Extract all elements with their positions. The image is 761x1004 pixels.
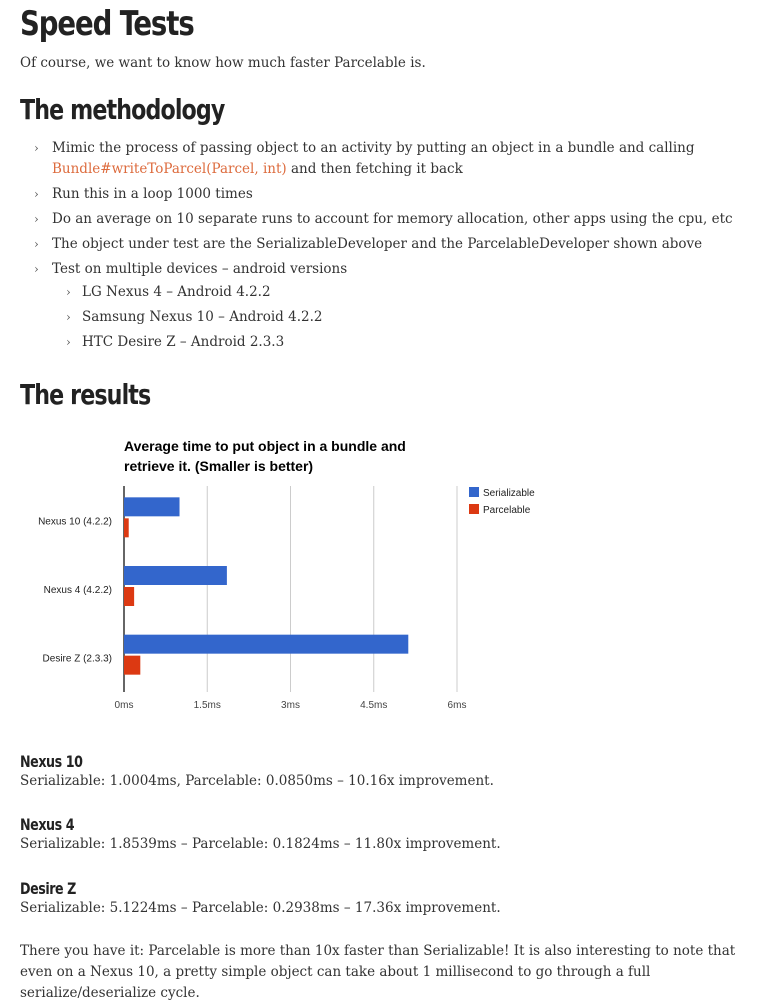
methodology-item bbox=[20, 138, 733, 180]
device-list bbox=[20, 282, 322, 353]
methodology-item-text: Run this in a loop 1000 times bbox=[52, 186, 253, 202]
results-heading: The results bbox=[20, 378, 151, 411]
chevron-right-icon: › bbox=[66, 335, 71, 349]
chart-category-label: Nexus 10 (4.2.2) bbox=[38, 516, 112, 528]
device-item bbox=[20, 282, 322, 303]
nexus10-heading: Nexus 10 bbox=[20, 752, 83, 771]
methodology-item bbox=[20, 209, 733, 230]
chart-category-label: Nexus 4 (4.2.2) bbox=[43, 585, 112, 596]
chart-tick-label: 1.5ms bbox=[193, 700, 221, 711]
methodology-list bbox=[20, 138, 733, 280]
device-item-text: LG Nexus 4 – Android 4.2.2 bbox=[82, 284, 271, 300]
chart-title-line: retrieve it. (Smaller is better) bbox=[124, 458, 314, 474]
chart-tick-labels bbox=[115, 700, 467, 711]
methodology-heading: The methodology bbox=[20, 93, 225, 126]
nexus4-heading: Nexus 4 bbox=[20, 815, 75, 834]
chart-category-label: Desire Z (2.3.3) bbox=[42, 653, 112, 665]
nexus10-result: Serializable: 1.0004ms, Parcelable: 0.0850ms – 10.16x improvement. bbox=[20, 773, 494, 789]
desirez-heading: Desire Z bbox=[20, 879, 76, 898]
chart-title bbox=[124, 438, 406, 474]
desirez-result: Serializable: 5.1224ms – Parcelable: 0.2938ms – 17.36x improvement. bbox=[20, 900, 501, 916]
methodology-item-text: The object under test are the SerializableDeveloper and the ParcelableDeveloper shown above bbox=[52, 236, 703, 252]
device-item bbox=[20, 332, 322, 353]
conclusion-text: There you have it: Parcelable is more than 10x faster than Serializable! It is also interesting to note that even on a Nexus 10, a pretty simple object can take about 1 millisecond to go through a full serialize/deserialize cycle. bbox=[20, 943, 736, 1001]
device-item bbox=[20, 307, 322, 328]
methodology-item-text-after: and then fetching it back bbox=[286, 161, 463, 177]
chart-bar bbox=[124, 656, 140, 675]
methodology-item-text: Mimic the process of passing object to an activity by putting an object in a bundle and calling bbox=[52, 140, 695, 156]
chart-bars bbox=[124, 497, 408, 674]
chart-tick-label: 6ms bbox=[447, 700, 467, 711]
device-item-text: HTC Desire Z – Android 2.3.3 bbox=[82, 334, 285, 350]
chevron-right-icon: › bbox=[34, 141, 39, 155]
methodology-item bbox=[20, 184, 733, 205]
chart-grid bbox=[124, 486, 457, 692]
methodology-item bbox=[20, 234, 733, 255]
chart-legend-label: Serializable bbox=[483, 488, 535, 499]
methodology-item-text: Test on multiple devices – android versions bbox=[52, 261, 348, 277]
chart-bar bbox=[124, 566, 227, 585]
chart-legend-swatch bbox=[469, 487, 479, 497]
chart-title-line: Average time to put object in a bundle and bbox=[124, 438, 406, 454]
chart-tick-label: 4.5ms bbox=[360, 700, 388, 711]
chart-category-labels bbox=[38, 516, 112, 664]
chart-bar bbox=[124, 518, 129, 537]
device-item-text: Samsung Nexus 10 – Android 4.2.2 bbox=[82, 309, 323, 325]
chart-tick-label: 0ms bbox=[114, 700, 134, 711]
chart-legend bbox=[469, 487, 535, 516]
chevron-right-icon: › bbox=[34, 237, 39, 251]
chevron-right-icon: › bbox=[34, 212, 39, 226]
page-title: Speed Tests bbox=[20, 4, 194, 44]
chart-tick-label: 3ms bbox=[281, 700, 300, 711]
chevron-right-icon: › bbox=[34, 262, 39, 276]
methodology-item bbox=[20, 259, 733, 280]
chart-legend-label: Parcelable bbox=[483, 505, 531, 516]
chart-legend-swatch bbox=[469, 504, 479, 514]
chevron-right-icon: › bbox=[66, 285, 71, 299]
chart-bar bbox=[124, 635, 408, 654]
results-bar-chart bbox=[20, 428, 580, 728]
chevron-right-icon: › bbox=[66, 310, 71, 324]
chevron-right-icon: › bbox=[34, 187, 39, 201]
bundle-write-to-parcel-link[interactable]: Bundle#writeToParcel(Parcel, int) bbox=[52, 161, 287, 177]
nexus4-result: Serializable: 1.8539ms – Parcelable: 0.1824ms – 11.80x improvement. bbox=[20, 836, 501, 852]
chart-bar bbox=[124, 587, 134, 606]
intro-text: Of course, we want to know how much faster Parcelable is. bbox=[20, 55, 426, 71]
chart-bar bbox=[124, 497, 180, 516]
methodology-item-text: Do an average on 10 separate runs to account for memory allocation, other apps using the cpu, etc bbox=[52, 211, 733, 227]
